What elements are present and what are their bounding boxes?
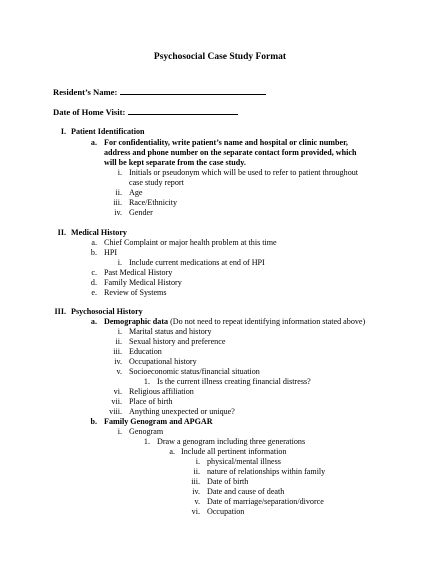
date-of-visit-blank[interactable] bbox=[128, 106, 238, 115]
sec3-a-v-number: v. bbox=[116, 367, 122, 376]
sec3-b-i-number: i. bbox=[117, 427, 122, 436]
sec3-b-text: Family Genogram and APGAR bbox=[104, 417, 213, 426]
section-2-number: II. bbox=[57, 228, 66, 237]
sec2-a-text: Chief Complaint or major health problem at this time bbox=[104, 238, 277, 247]
sec1-iv-number: iv. bbox=[114, 208, 122, 217]
sec3-b-i-1-number: 1. bbox=[143, 437, 150, 446]
sec3-a-line bbox=[104, 317, 365, 327]
sec3-genogram-i-number: i. bbox=[195, 457, 200, 466]
section-3-heading: Psychosocial History bbox=[71, 307, 143, 316]
sec3-genogram-ii-text: nature of relationships within family bbox=[207, 467, 326, 476]
sec3-a-v-1-number: 1. bbox=[143, 377, 150, 386]
sec2-c-text: Past Medical History bbox=[104, 268, 173, 277]
sec1-iv-text: Gender bbox=[129, 208, 153, 217]
sec1-i-number: i. bbox=[117, 168, 122, 177]
sec3-genogram-iii-number: iii. bbox=[191, 477, 200, 486]
sec3-a-i-text: Marital status and history bbox=[129, 327, 212, 336]
sec3-a-iv-number: iv. bbox=[114, 357, 122, 366]
residents-name-field bbox=[53, 86, 266, 97]
sec2-b-i-number: i. bbox=[117, 258, 122, 267]
sec3-genogram-iii-text: Date of birth bbox=[207, 477, 249, 486]
sec3-genogram-v-text: Date of marriage/separation/divorce bbox=[207, 497, 324, 506]
sec3-genogram-i-text: physical/mental illness bbox=[207, 457, 281, 466]
sec3-a-vii-text: Place of birth bbox=[129, 397, 173, 406]
sec3-genogram-vi-text: Occupation bbox=[207, 507, 245, 516]
sec1-a-line-2: address and phone number on the separate contact form provided, which bbox=[104, 148, 357, 157]
sec3-a-bold: Demographic data bbox=[104, 317, 169, 326]
sec1-a-number: a. bbox=[90, 138, 97, 147]
sec1-i-line-2: case study report bbox=[129, 178, 184, 187]
sec2-a-number: a. bbox=[91, 238, 97, 247]
sec2-e-text: Review of Systems bbox=[104, 288, 167, 297]
sec3-a-iii-text: Education bbox=[129, 347, 162, 356]
sec1-iii-text: Race/Ethnicity bbox=[129, 198, 178, 207]
sec2-b-text: HPI bbox=[104, 248, 118, 257]
document-title: Psychosocial Case Study Format bbox=[153, 52, 287, 62]
sec3-genogram-iv-number: iv. bbox=[192, 487, 200, 496]
sec2-e-number: e. bbox=[91, 288, 97, 297]
sec3-b-i-1-a-number: a. bbox=[169, 447, 175, 456]
sec3-genogram-ii-number: ii. bbox=[193, 467, 200, 476]
date-of-visit-label: Date of Home Visit: bbox=[53, 107, 126, 117]
sec3-a-i-number: i. bbox=[117, 327, 122, 336]
sec1-i-line-1: Initials or pseudonym which will be used to refer to patient throughout bbox=[129, 168, 359, 177]
sec1-ii-text: Age bbox=[129, 188, 143, 197]
sec2-d-text: Family Medical History bbox=[104, 278, 182, 287]
sec3-genogram-iv-text: Date and cause of death bbox=[207, 487, 285, 496]
sec1-a-line-3: will be kept separate from the case study. bbox=[104, 158, 246, 167]
sec3-a-ii-number: ii. bbox=[115, 337, 122, 346]
sec3-a-viii-text: Anything unexpected or unique? bbox=[129, 407, 235, 416]
sec2-b-number: b. bbox=[90, 248, 97, 257]
sec3-b-i-1-a-text: Include all pertinent information bbox=[181, 447, 287, 456]
sec3-b-i-text: Genogram bbox=[129, 427, 164, 436]
sec2-d-number: d. bbox=[90, 278, 97, 287]
sec3-a-ii-text: Sexual history and preference bbox=[129, 337, 226, 346]
sec2-c-number: c. bbox=[91, 268, 97, 277]
sec3-a-vi-number: vi. bbox=[113, 387, 122, 396]
sec3-a-v-1-text: Is the current illness creating financial distress? bbox=[157, 377, 311, 386]
sec3-b-i-1-text: Draw a genogram including three generations bbox=[157, 437, 306, 446]
sec3-a-iii-number: iii. bbox=[113, 347, 122, 356]
residents-name-label: Resident’s Name: bbox=[53, 87, 118, 97]
sec1-a-line-1: For confidentiality, write patient’s name and hospital or clinic number, bbox=[104, 138, 348, 147]
sec1-iii-number: iii. bbox=[113, 198, 122, 207]
section-1-number: I. bbox=[60, 127, 66, 136]
sec3-a-v-text: Socioeconomic status/financial situation bbox=[129, 367, 260, 376]
sec3-a-iv-text: Occupational history bbox=[129, 357, 197, 366]
sec3-a-text: (Do not need to repeat identifying information stated above) bbox=[170, 317, 366, 326]
sec3-a-vi-text: Religious affiliation bbox=[129, 387, 194, 396]
sec3-a-viii-number: viii. bbox=[109, 407, 122, 416]
sec3-b-number: b. bbox=[90, 417, 97, 426]
section-1-heading: Patient Identification bbox=[71, 127, 145, 136]
sec2-b-i-text: Include current medications at end of HPI bbox=[129, 258, 265, 267]
section-2-heading: Medical History bbox=[71, 228, 127, 237]
date-of-visit-field bbox=[53, 106, 238, 117]
residents-name-blank[interactable] bbox=[120, 86, 266, 95]
sec3-a-vii-number: vii. bbox=[111, 397, 122, 406]
sec3-genogram-v-number: v. bbox=[194, 497, 200, 506]
sec1-ii-number: ii. bbox=[115, 188, 122, 197]
sec3-a-number: a. bbox=[90, 317, 97, 326]
section-3-number: III. bbox=[54, 307, 66, 316]
sec3-genogram-vi-number: vi. bbox=[191, 507, 200, 516]
